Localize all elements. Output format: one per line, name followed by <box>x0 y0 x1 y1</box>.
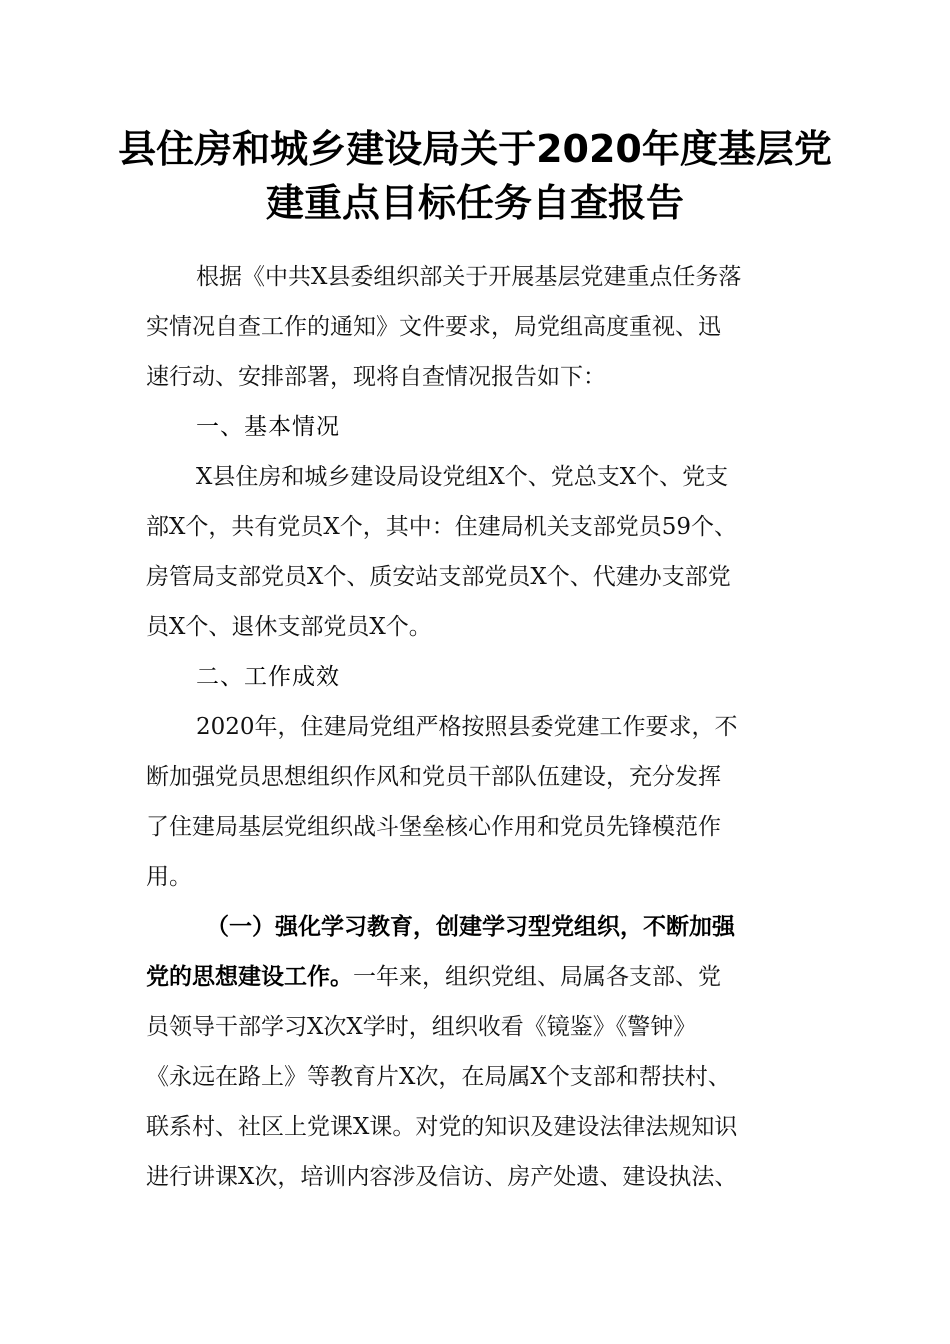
subsection-heading: （一）强化学习教育，创建学习型党组织，不断加强 <box>206 913 735 940</box>
intro-line: 速行动、安排部署，现将自查情况报告如下： <box>146 364 606 390</box>
subsection-heading-end: 党的思想建设工作。 <box>146 963 353 990</box>
subsection-line <box>146 952 806 1002</box>
section1-line: 房管局支部党员X个、质安站支部党员X个、代建办支部党 <box>146 564 731 590</box>
title-line-2: 建重点目标任务自查报告 <box>265 181 684 225</box>
section1-line: 部X个，共有党员X个，其中：住建局机关支部党员59个、 <box>146 514 738 540</box>
subsection-line: 联系村、社区上党课X课。对党的知识及建设法律法规知识 <box>146 1114 738 1140</box>
title-line-1: 县住房和城乡建设局关于2020年度基层党 <box>118 127 832 171</box>
subsection-line: 员领导干部学习X次X学时，组织收看《镜鉴》《警钟》 <box>146 1014 697 1040</box>
section-heading-basic: 一、基本情况 <box>196 414 340 440</box>
section2-line: 用。 <box>146 864 192 890</box>
document-body <box>146 252 806 1202</box>
section2-line: 断加强党员思想组织作风和党员干部队伍建设，充分发挥 <box>146 764 721 790</box>
intro-line: 根据《中共X县委组织部关于开展基层党建重点任务落 <box>196 264 742 290</box>
section2-line: 了住建局基层党组织战斗堡垒核心作用和党员先锋模范作 <box>146 814 721 840</box>
subsection-line: 进行讲课X次，培训内容涉及信访、房产处遗、建设执法、 <box>146 1164 738 1190</box>
section1-line: 员X个、退休支部党员X个。 <box>146 614 432 640</box>
section1-line: X县住房和城乡建设局设党组X个、党总支X个、党支 <box>196 464 729 490</box>
subsection-line: 《永远在路上》等教育片X次，在局属X个支部和帮扶村、 <box>146 1064 731 1090</box>
section-heading-results: 二、工作成效 <box>196 664 340 690</box>
document-title <box>100 122 850 230</box>
intro-line: 实情况自查工作的通知》文件要求，局党组高度重视、迅 <box>146 314 721 340</box>
subsection-text: 一年来，组织党组、局属各支部、党 <box>353 964 721 990</box>
section2-line: 2020年，住建局党组严格按照县委党建工作要求，不 <box>196 714 738 740</box>
